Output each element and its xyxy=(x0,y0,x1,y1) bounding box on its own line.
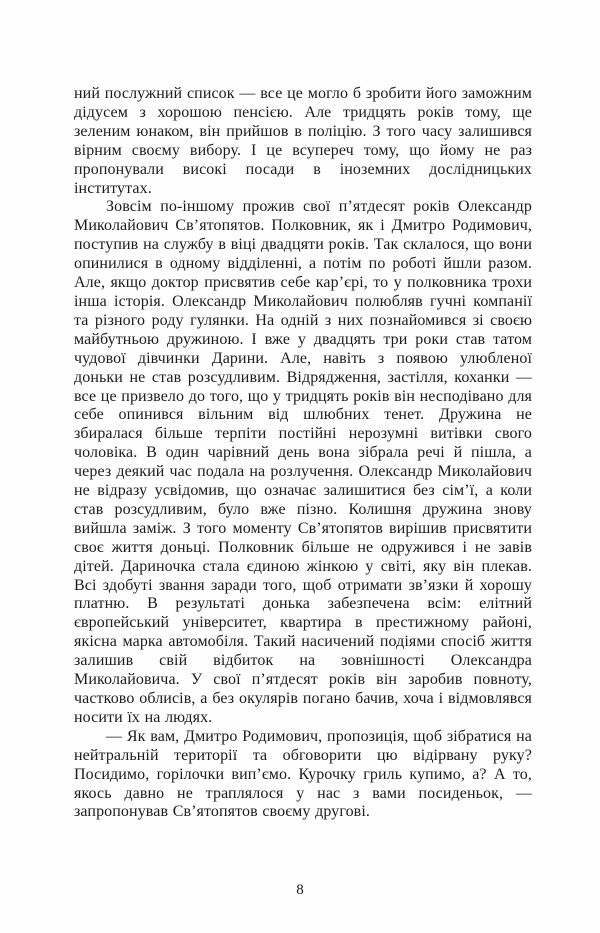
paragraph: Зовсім по-іншому прожив свої п’ятдесят років Олександр Миколайович Св’ятопятов. Полковник, як і Дмитро Родимович, поступив на службу в віці двадцяти років. Так склалося, що вони опинилися в одному відділенні, а потім по роботі йшли разом. Але, якщо доктор присвятив себе кар’єрі, то у полковника трохи інша історія. Олександр Миколайович полюбляв гучні компанії та різного роду гулянки. На одній з них познайомився зі своєю майбутньою дружиною. І вже у двадцять три роки став татом чудової дівчинки Дарини. Але, навіть з появою улюбленої доньки не став розсудливим. Відрядження, застілля, коханки — все це призвело до того, що у тридцять років він несподівано для себе опинився вільним від шлюбних тенет. Дружина не збиралася більше терпіти постійні нерозумні витівки свого чоловіка. В один чарівний день вона зібрала речі й пішла, а через деякий час подала на розлучення. Олександр Миколайович не відразу усвідомив, що означає залишитися без сім’ї, а коли став розсудливим, було вже пізно. Колишня дружина знову вийшла заміж. З того моменту Св’ятопятов вирішив присвятити своє життя доньці. Полковник більше не одружився і не завів дітей. Дариночка стала єдиною жінкою у світі, яку він плекав. Всі здобуті звання заради того, щоб отримати зв’язки й хорошу платню. В результаті донька забезпечена всім: елітний європейський університет, квартира в престижному районі, якісна марка автомобіля. Такий насичений подіями спосіб життя залишив свій відбиток на зовнішності Олександра Миколайовича. У свої п’ятдесят років він заробив повноту, частково облисів, а без окулярів погано бачив, хоча і відмовлявся носити їх на людях. xyxy=(74,198,532,726)
paragraph-dialogue: — Як вам, Дмитро Родимович, пропозиція, щоб зібратися на нейтральній території та обговорити цю відірвану руку? Посидимо, горілочки вип’ємо. Курочку гриль купимо, а? А то, якось давно не траплялося у нас з вами посиденьок, — запропонував Св’ятопятов своєму другові. xyxy=(74,727,532,821)
page-number: 8 xyxy=(296,882,304,898)
page-text xyxy=(74,85,532,822)
paragraph-continuation: ний послужний список — все це могло б зробити його заможним дідусем з хорошою пенсією. Але тридцять років тому, ще зеленим юнаком, він прийшов в поліцію. З того часу залишився вірним своєму вибору. І це всупереч тому, що йому не раз пропонували високі посади в іноземних дослідницьких інститутах. xyxy=(74,85,532,197)
